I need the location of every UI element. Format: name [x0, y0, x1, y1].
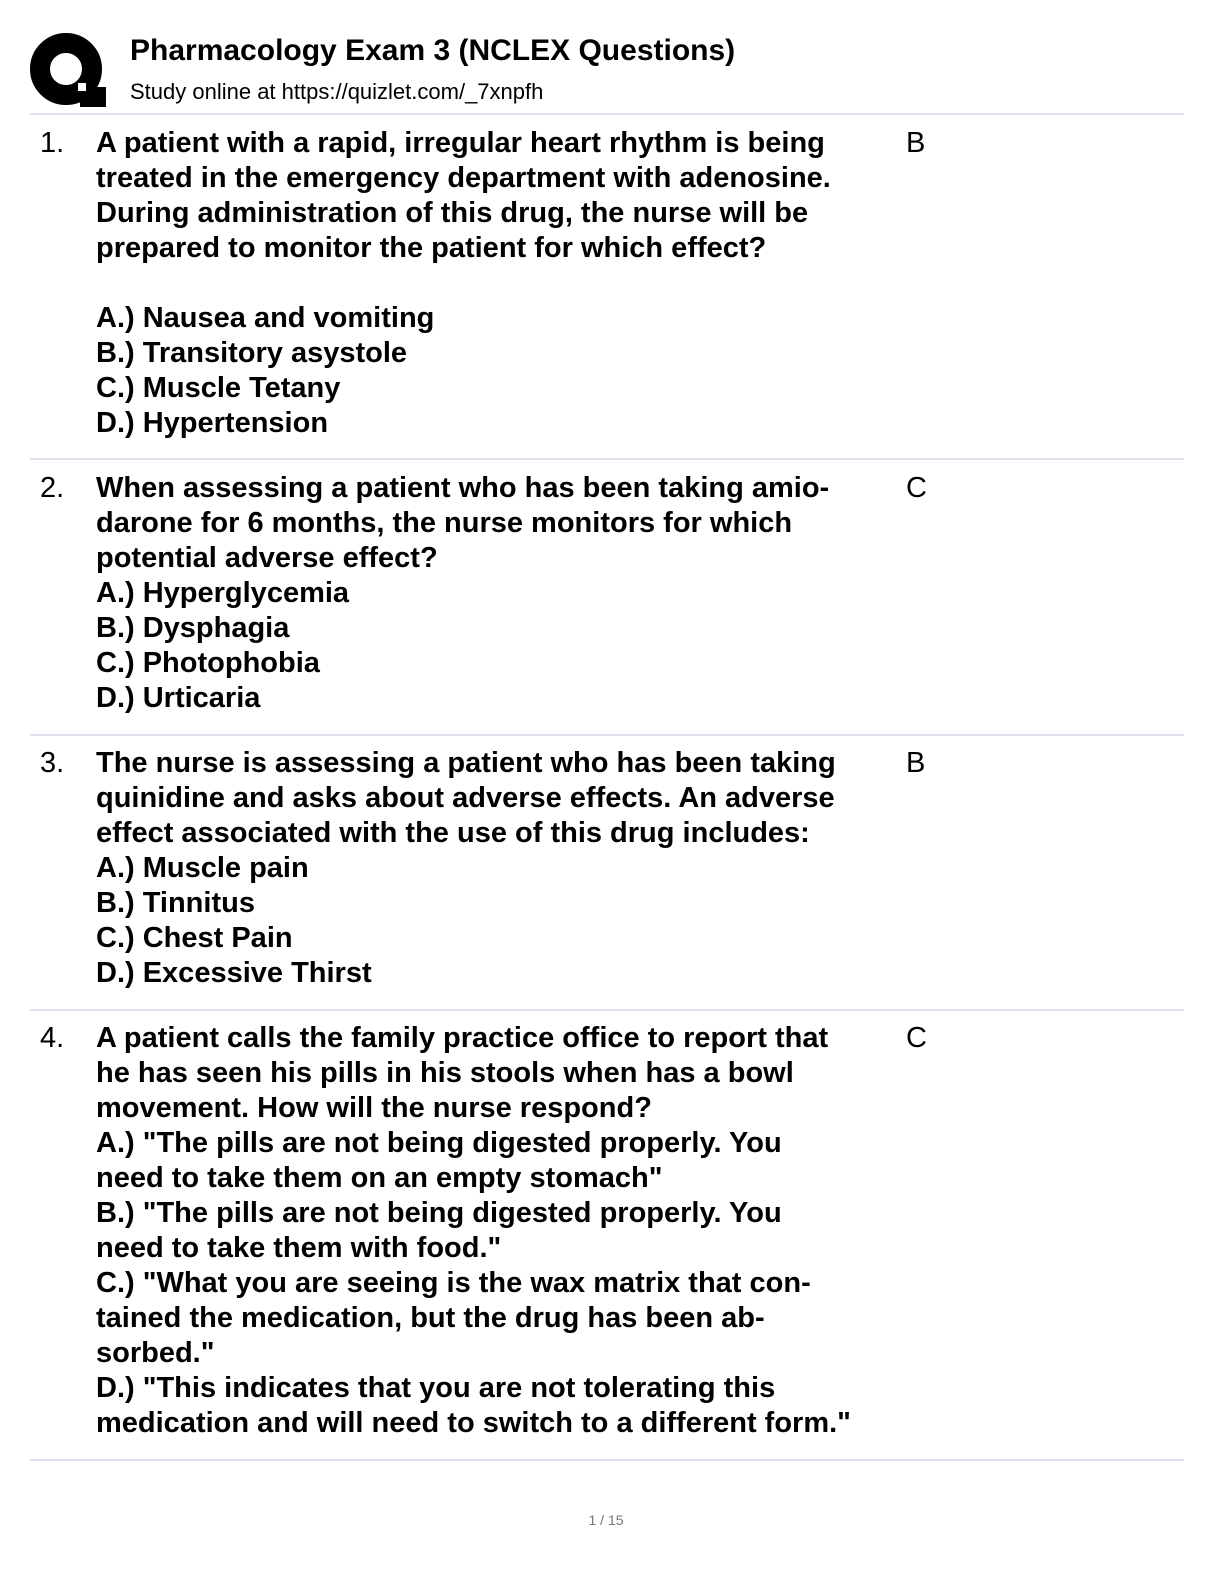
card-divider [30, 734, 1184, 736]
question-line: prepared to monitor the patient for which effect? [96, 232, 767, 264]
option-c-cont: sorbed." [96, 1337, 215, 1369]
question-text [96, 126, 906, 441]
card-number: 1. [40, 127, 65, 159]
quizlet-logo-icon [30, 33, 106, 109]
option-c: C.) "What you are seeing is the wax matrix that con- [96, 1267, 811, 1299]
card-divider [30, 1459, 1184, 1461]
question-line: The nurse is assessing a patient who has been taking [96, 747, 836, 779]
option-c-cont: tained the medication, but the drug has been ab- [96, 1302, 765, 1334]
answer: C [906, 472, 927, 504]
option-a-cont: need to take them on an empty stomach" [96, 1162, 663, 1194]
option-b: B.) "The pills are not being digested properly. You [96, 1197, 782, 1229]
option-c: C.) Muscle Tetany [96, 372, 341, 404]
option-d: D.) Hypertension [96, 407, 329, 439]
question-line: quinidine and asks about adverse effects. An adverse [96, 782, 835, 814]
question-line: During administration of this drug, the nurse will be [96, 197, 809, 229]
option-b: B.) Tinnitus [96, 887, 255, 919]
answer: C [906, 1022, 927, 1054]
question-line: A patient with a rapid, irregular heart rhythm is being [96, 127, 825, 159]
answer: B [906, 747, 926, 779]
option-c: C.) Chest Pain [96, 922, 293, 954]
card-number: 4. [40, 1022, 65, 1054]
question-line: darone for 6 months, the nurse monitors for which [96, 507, 793, 539]
page-header [30, 30, 1190, 112]
option-d: D.) "This indicates that you are not tolerating this [96, 1372, 776, 1404]
option-c: C.) Photophobia [96, 647, 320, 679]
option-b-cont: need to take them with food." [96, 1232, 502, 1264]
option-a: A.) Nausea and vomiting [96, 302, 435, 334]
question-line: treated in the emergency department with adenosine. [96, 162, 831, 194]
question-line: effect associated with the use of this drug includes: [96, 817, 810, 849]
option-b: B.) Transitory asystole [96, 337, 408, 369]
question-line: he has seen his pills in his stools when has a bowl [96, 1057, 794, 1089]
header-divider [30, 113, 1184, 115]
question-line: movement. How will the nurse respond? [96, 1092, 652, 1124]
question-line: A patient calls the family practice office to report that [96, 1022, 829, 1054]
page-title: Pharmacology Exam 3 (NCLEX Questions) [130, 34, 736, 67]
option-a: A.) Muscle pain [96, 852, 309, 884]
study-link[interactable]: Study online at https://quizlet.com/_7xnpfh [130, 79, 544, 104]
option-d: D.) Urticaria [96, 682, 261, 714]
card-number: 2. [40, 472, 65, 504]
option-d: D.) Excessive Thirst [96, 957, 372, 989]
question-text [96, 746, 906, 991]
answer: B [906, 127, 926, 159]
option-b: B.) Dysphagia [96, 612, 290, 644]
card-divider [30, 458, 1184, 460]
question-text [96, 471, 906, 716]
card-divider [30, 1009, 1184, 1011]
question-line: When assessing a patient who has been taking amio- [96, 472, 830, 504]
option-a: A.) "The pills are not being digested properly. You [96, 1127, 782, 1159]
question-text [96, 1021, 906, 1441]
card-number: 3. [40, 747, 65, 779]
blank-line [96, 266, 906, 301]
page-number: 1 / 15 [588, 1512, 624, 1528]
option-a: A.) Hyperglycemia [96, 577, 350, 609]
option-d-cont: medication and will need to switch to a different form." [96, 1407, 851, 1439]
question-line: potential adverse effect? [96, 542, 438, 574]
